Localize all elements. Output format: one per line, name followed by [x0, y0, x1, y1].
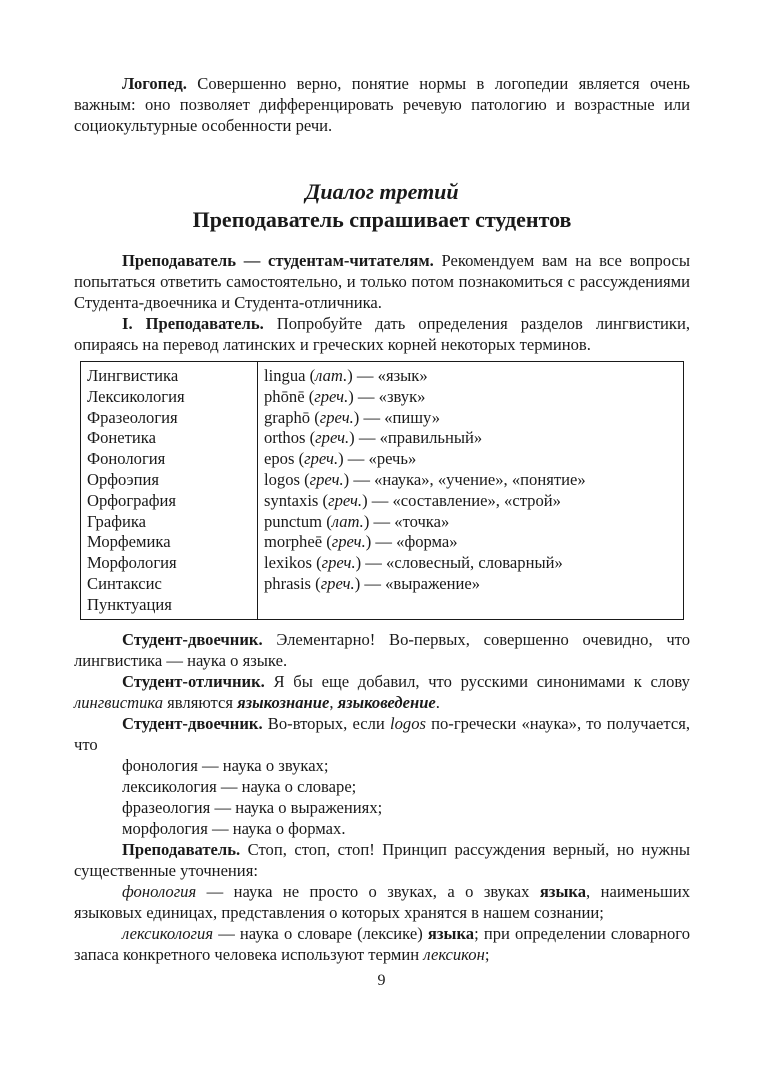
paragraph-text: Рекомендуем вам на все вопросы попытаться ответить самостоятельно, и только потом познакомиться с рассуждениями Студента-двоечника и Студента-отличника.: [74, 251, 690, 312]
speaker-label: I. Преподаватель.: [122, 314, 264, 333]
italic-term: logos: [389, 714, 426, 733]
root-language: греч.: [319, 407, 354, 427]
root-cell: epos (греч.) — «речь»: [264, 449, 417, 469]
root-word: phōnē: [264, 386, 305, 406]
term-cell: Лингвистика: [87, 366, 179, 385]
term-cell: Морфология: [87, 553, 177, 573]
root-language: греч.: [331, 532, 366, 552]
list-item: лексикология — наука о словаре;: [122, 777, 357, 796]
text-run: являются: [163, 693, 238, 712]
root-language: лат.: [331, 511, 364, 531]
root-word: lexikos: [264, 553, 312, 573]
root-meaning: «составление», «строй»: [392, 490, 561, 510]
root-meaning: «пишу»: [384, 407, 441, 427]
root-word: orthos: [264, 428, 306, 448]
term-cell: Фонология: [87, 449, 166, 469]
italic-term: фонология: [122, 882, 197, 901]
root-word: punctum: [264, 511, 323, 531]
teacher-intro-paragraph: [74, 250, 690, 355]
student-good-paragraph: [74, 671, 690, 713]
root-cell: lexikos (греч.) — «словесный, словарный»: [264, 553, 563, 573]
root-language: греч.: [320, 573, 355, 593]
root-cell: phrasis (греч.) — «выражение»: [264, 573, 481, 593]
italic-term: языковедение: [337, 693, 436, 712]
list-item: фонология — наука о звуках;: [122, 756, 329, 775]
phonology-definition: [74, 881, 690, 923]
terms-table-wrap: [74, 361, 690, 620]
paragraph-text: Стоп, стоп, стоп! Принцип рассуждения верный, но нужны существенные уточнения:: [74, 840, 690, 880]
italic-term: лексикон: [423, 945, 485, 964]
task-paragraph: [74, 313, 690, 355]
root-word: phrasis: [264, 573, 312, 593]
speaker-label: Преподаватель — студентам-читателям.: [122, 251, 434, 270]
text-run: .: [435, 693, 440, 712]
terms-column: [81, 362, 258, 620]
paragraph-text: Элементарно! Во-первых, совершенно очевидно, что лингвистика — наука о языке.: [74, 630, 690, 670]
root-language: греч.: [314, 386, 349, 406]
roots-column: [258, 362, 684, 620]
text-run: Во-вторых, если: [267, 714, 390, 733]
root-language: лат.: [315, 366, 348, 385]
term-cell: Лексикология: [87, 386, 185, 406]
text-run: Я бы еще добавил, что русскими синонимами к слову: [273, 672, 690, 691]
italic-term: лингвистика: [74, 693, 164, 712]
teacher-paragraph: [74, 839, 690, 881]
root-cell: syntaxis (греч.) — «составление», «строй»: [264, 490, 561, 510]
root-meaning: «звук»: [378, 386, 426, 406]
intro-paragraph: [74, 73, 690, 136]
speaker-label: Логопед.: [122, 74, 187, 93]
term-cell: Фразеология: [87, 407, 178, 427]
term-cell: Фонетика: [87, 428, 156, 448]
root-meaning: «правильный»: [379, 428, 483, 448]
term-cell: Орфография: [87, 490, 177, 510]
bold-term: языка: [427, 924, 475, 943]
root-cell: phōnē (греч.) — «звук»: [264, 386, 426, 406]
root-language: греч.: [304, 449, 339, 469]
root-meaning: «речь»: [368, 449, 417, 469]
root-cell: logos (греч.) — «наука», «учение», «понятие»: [264, 469, 586, 489]
root-cell: punctum (лат.) — «точка»: [264, 511, 450, 531]
text-run: ,: [329, 693, 338, 712]
text-run: ; при определении словарного запаса конкретного человека используют термин: [74, 924, 690, 964]
text-run: — наука о словаре (лексике): [213, 924, 428, 943]
italic-term: языкознание: [237, 693, 330, 712]
root-meaning: «выражение»: [385, 573, 481, 593]
root-cell: lingua (лат.) — «язык»: [264, 366, 428, 385]
root-word: syntaxis: [264, 490, 319, 510]
root-meaning: «наука», «учение», «понятие»: [374, 469, 586, 489]
root-meaning: «язык»: [377, 366, 428, 385]
dialog-title: Диалог третий: [305, 179, 459, 204]
speaker-label: Студент-отличник.: [122, 672, 265, 691]
root-word: logos: [264, 469, 300, 489]
list-item: фразеология — наука о выражениях;: [122, 798, 383, 817]
speaker-label: Преподаватель.: [122, 840, 241, 859]
lexicology-definition: [74, 923, 690, 965]
text-run: , наименьших языковых единицах, представления о которых хранятся в нашем сознании;: [74, 882, 690, 922]
root-meaning: «форма»: [396, 532, 458, 552]
text-run: по-гречески «наука», то получается, что: [74, 714, 690, 754]
root-cell: orthos (греч.) — «правильный»: [264, 428, 483, 448]
root-language: греч.: [328, 490, 363, 510]
student-bad-paragraph-2: [74, 713, 690, 755]
speaker-label: Студент-двоечник.: [122, 714, 263, 733]
section-heading: [74, 178, 690, 234]
term-cell: Синтаксис: [87, 573, 162, 593]
root-language: греч.: [321, 553, 356, 573]
term-cell: Графика: [87, 511, 147, 531]
root-word: epos: [264, 449, 295, 469]
root-language: греч.: [315, 428, 350, 448]
root-word: graphō: [264, 407, 311, 427]
root-cell: graphō (греч.) — «пишу»: [264, 407, 441, 427]
dialog-continuation: [74, 629, 690, 965]
root-language: греч.: [309, 469, 344, 489]
term-cell: Пунктуация: [87, 594, 172, 614]
paragraph-text: Совершенно верно, понятие нормы в логопедии является очень важным: оно позволяет дифференцировать речевую патологию и возрастные или социокультурные особенности речи.: [74, 74, 690, 135]
bold-term: языка: [539, 882, 587, 901]
text-run: — наука не просто о звуках, а о звуках: [196, 882, 540, 901]
terms-table: [80, 361, 684, 620]
page-number: 9: [377, 972, 386, 989]
paragraph-text: Попробуйте дать определения разделов лингвистики, опираясь на перевод латинских и греческих корней некоторых терминов.: [74, 314, 691, 354]
term-cell: Морфемика: [87, 532, 171, 552]
root-word: morpheē: [264, 532, 323, 552]
root-meaning: «словесный, словарный»: [386, 553, 563, 573]
italic-term: лексикология: [122, 924, 214, 943]
speaker-label: Студент-двоечник.: [122, 630, 263, 649]
student-bad-paragraph-1: [74, 629, 690, 671]
text-run: ;: [484, 945, 490, 964]
list-item: морфология — наука о формах.: [122, 819, 346, 838]
root-cell: morpheē (греч.) — «форма»: [264, 532, 458, 552]
term-cell: Орфоэпия: [87, 469, 160, 489]
dialog-subtitle: Преподаватель спрашивает студентов: [192, 207, 572, 232]
root-meaning: «точка»: [394, 511, 450, 531]
root-word: lingua: [264, 366, 306, 385]
